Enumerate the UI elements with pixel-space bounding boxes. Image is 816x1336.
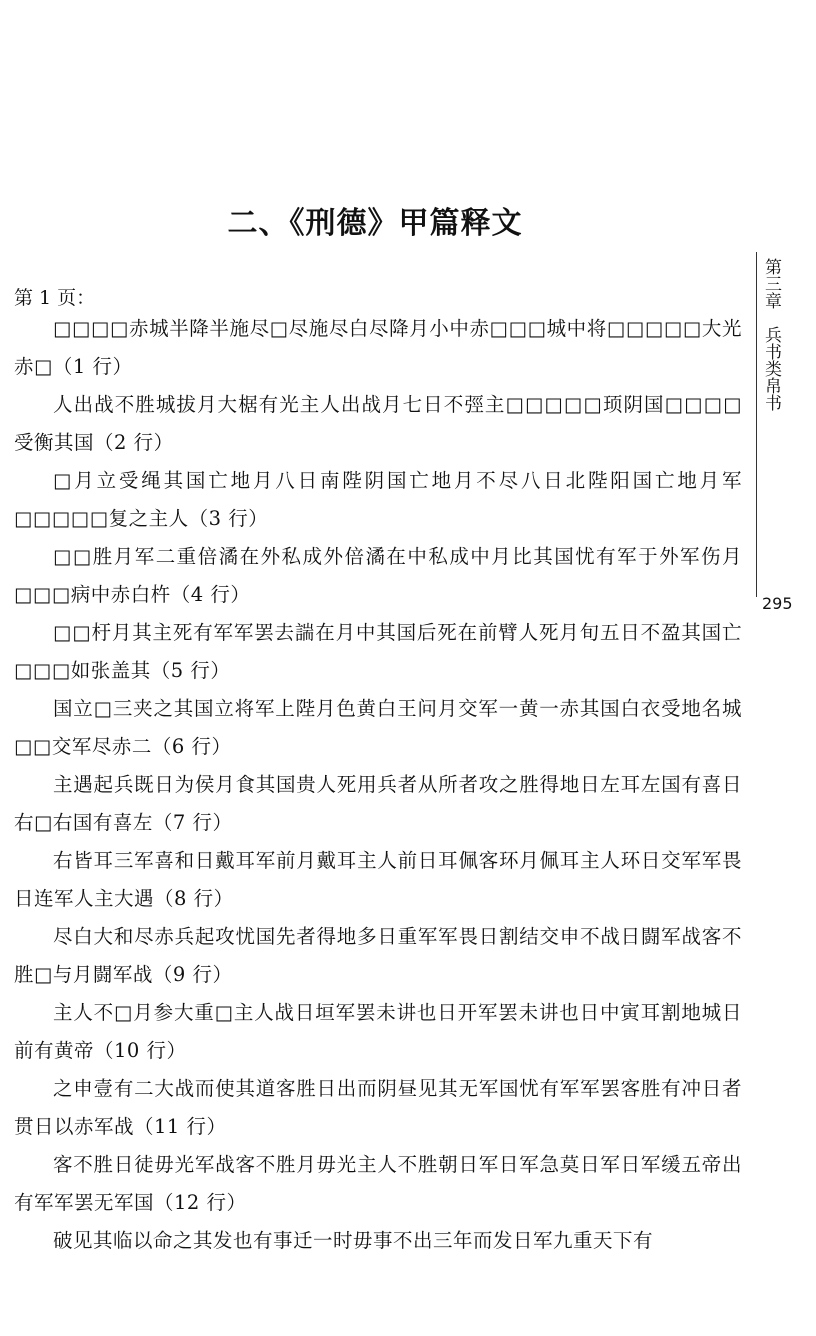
transcription-line: □□杅月其主死有军军罢去諯在月中其国后死在前臂人死月旬五日不盈其国亡□□□如张盖其（5 行） (14, 621, 742, 682)
transcription-line: □月立受绳其国亡地月八日南陛阴国亡地月不尽八日北陛阳国亡地月军□□□□□复之主人（3 行） (14, 469, 742, 530)
transcription-line: 主遇起兵既日为侯月食其国贵人死用兵者从所者攻之胜得地日左耳左国有喜日右□右国有喜左（7 行） (14, 773, 742, 834)
chapter-running-head: 第三章 兵书类帛书 (761, 258, 781, 411)
transcription-line: 客不胜日徒毋光军战客不胜月毋光主人不胜朝日军日军急莫日军日军缓五帝出有军军罢无军国（12 行） (14, 1153, 742, 1214)
transcription-line: 人出战不胜城拔月大椐有光主人出战月七日不弳主□□□□□顼阴国□□□□受衡其国（2 行） (14, 393, 742, 454)
transcription-line: □□胜月军二重倍潏在外私成外倍潏在中私成中月比其国忧有军于外军伤月□□□病中赤白杵（4 行） (14, 545, 742, 606)
page-label: 第 1 页： (14, 287, 96, 309)
page-number: 295 (762, 594, 793, 613)
transcription-line: 尽白大和尽赤兵起攻忧国先者得地多日重军军畏日割结交申不战日闘军战客不胜□与月闘军战（9 行） (14, 925, 742, 986)
transcription-line: 之申壹有二大战而使其道客胜日出而阴昼见其无军国忧有军军罢客胜有冲日者贯日以赤军战（11 行） (14, 1077, 742, 1138)
transcription-line: 右皆耳三军喜和日戴耳军前月戴耳主人前日耳佩客环月佩耳主人环日交军军畏日连军人主大遇（8 行） (14, 849, 742, 910)
transcription-line: 国立□三夹之其国立将军上陛月色黄白王问月交军一黄一赤其国白衣受地名城□□交军尽赤二（6 行） (14, 697, 742, 758)
transcription-line: □□□□赤城半降半施尽□尽施尽白尽降月小中赤□□□城中将□□□□□大光赤□（1 行） (14, 317, 742, 378)
side-divider (756, 252, 757, 597)
transcription-line: 主人不□月参大重□主人战日垣军罢未讲也日开军罢未讲也日中寅耳割地城日前有黄帝（10 行） (14, 1001, 742, 1062)
transcription-line: 破见其临以命之其发也有事迁一时毋事不出三年而发日军九重天下有 (53, 1229, 654, 1252)
page-title: 二、《刑德》甲篇释文 (227, 206, 523, 241)
transcription-body (14, 310, 742, 1260)
